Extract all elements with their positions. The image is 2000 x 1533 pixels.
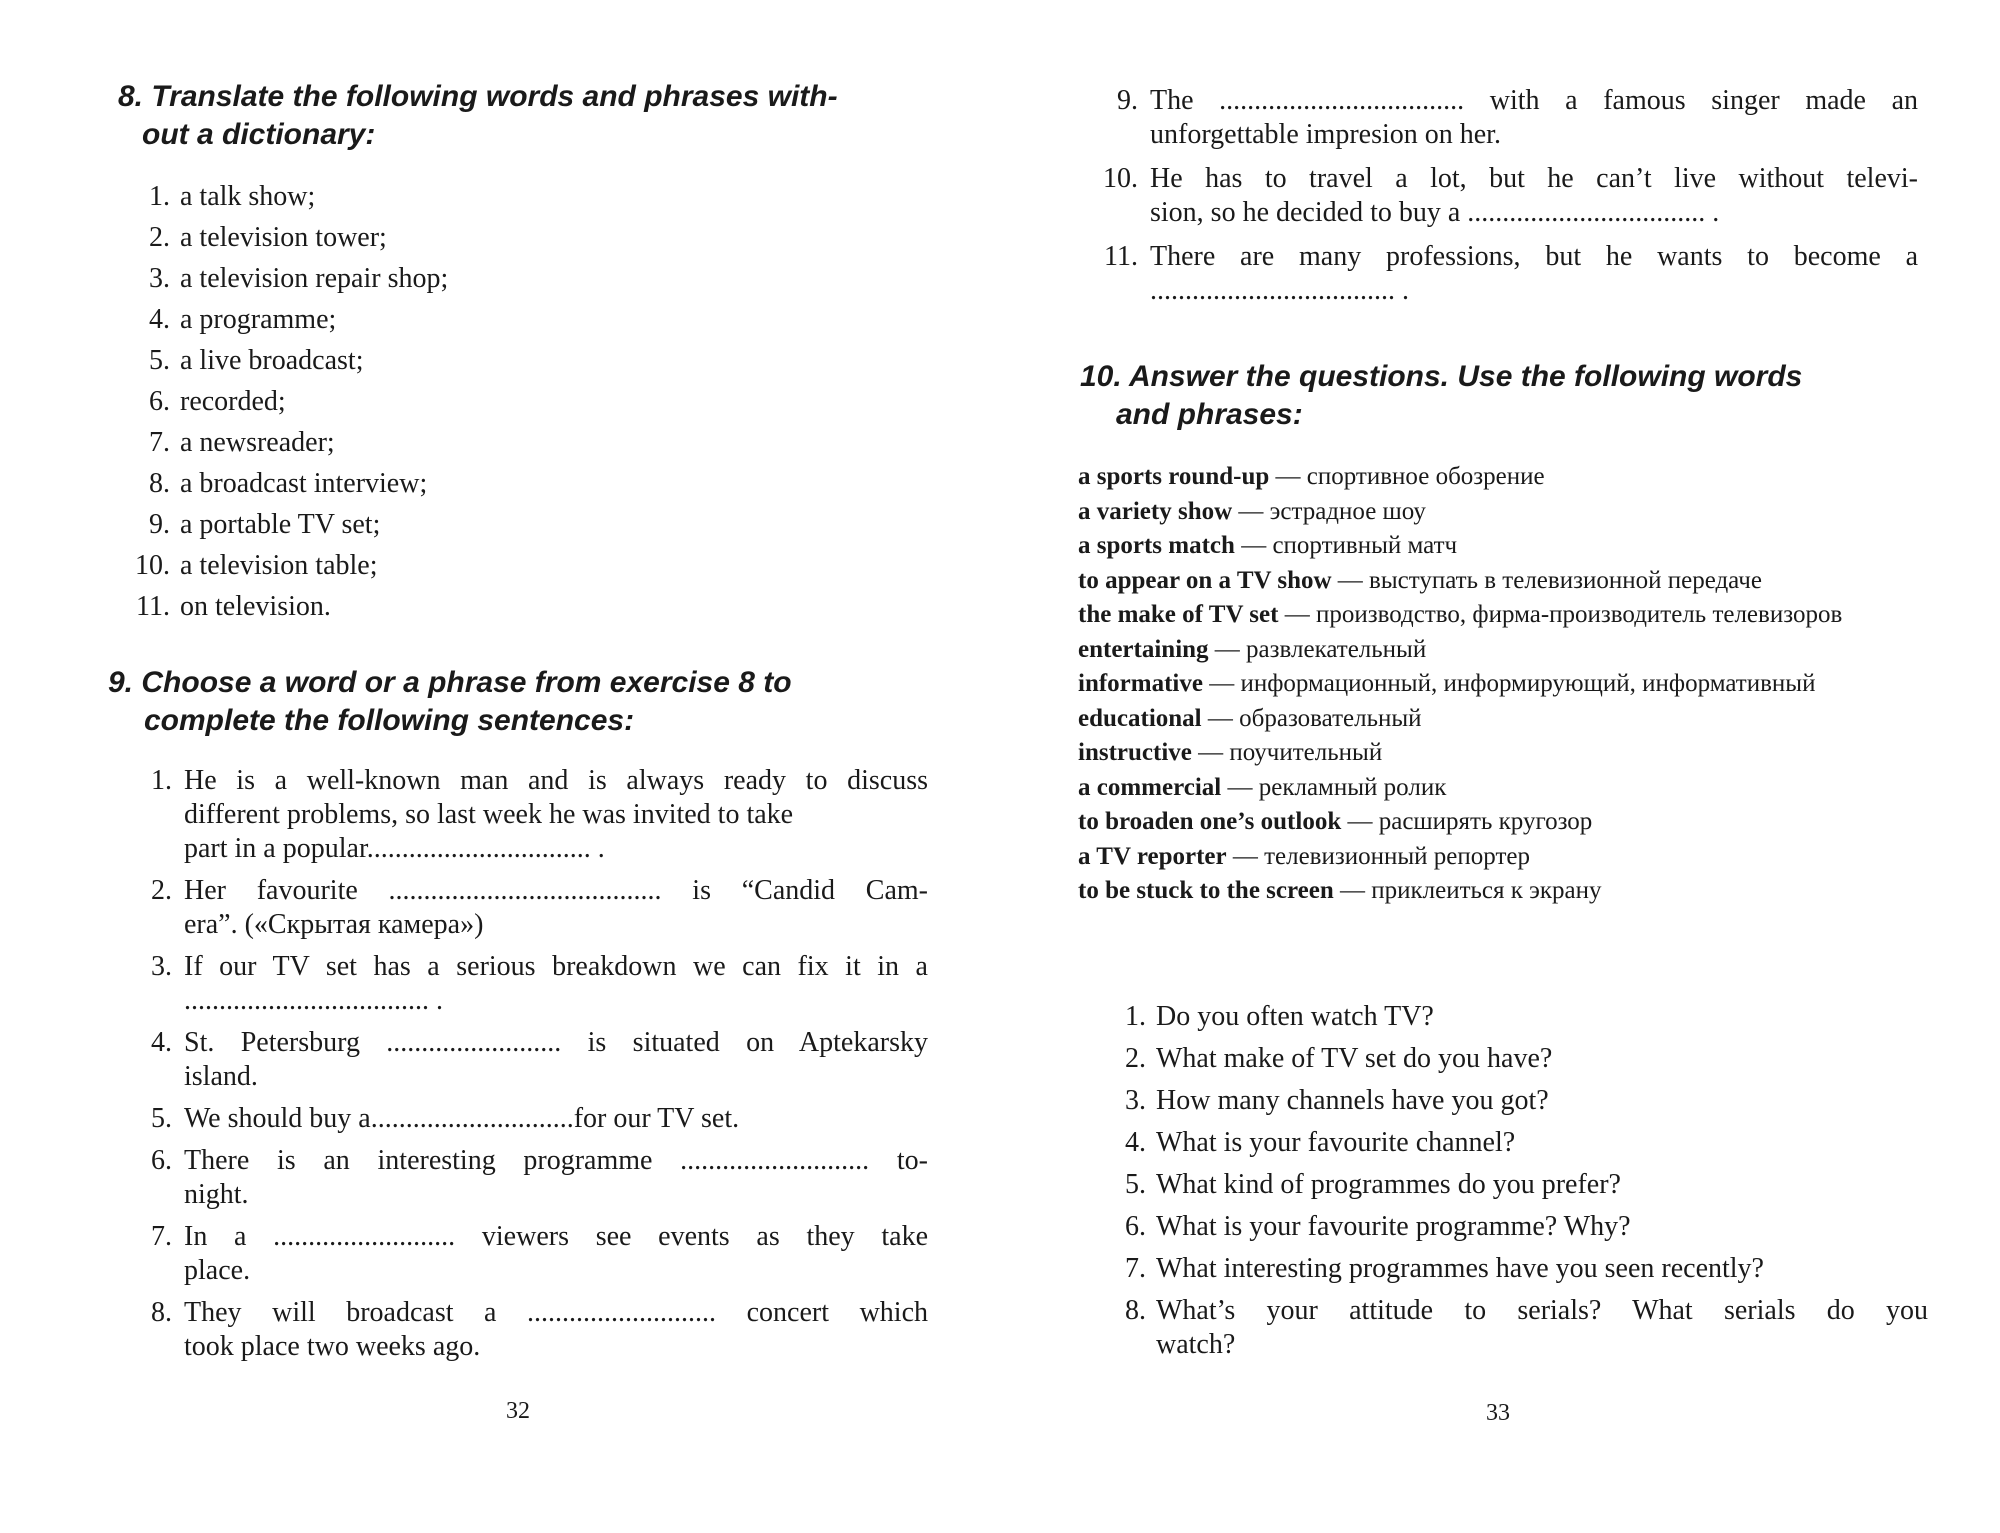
item-text: a live broadcast;	[180, 345, 364, 376]
item-text: night.	[184, 1179, 249, 1210]
list-item	[1098, 240, 1918, 308]
list-item	[128, 545, 828, 586]
list-item	[1108, 1210, 1928, 1244]
exercise-10-number: 10.	[1080, 360, 1122, 393]
vocabulary-term: informative	[1078, 670, 1203, 697]
right-page	[1000, 0, 2000, 1533]
exercise-9-number: 9.	[108, 666, 134, 699]
vocabulary-item	[1078, 495, 1918, 530]
vocabulary-dash: —	[1191, 739, 1230, 766]
item-text: a programme;	[180, 304, 337, 335]
item-text: place.	[184, 1255, 251, 1286]
vocabulary-translation: образовательный	[1239, 704, 1422, 732]
vocabulary-item	[1078, 874, 1918, 909]
vocabulary-dash: —	[1331, 566, 1370, 594]
exercise-10-heading	[1080, 358, 1960, 434]
list-item	[128, 463, 828, 504]
exercise-9-heading	[108, 664, 948, 740]
vocabulary-dash: —	[1202, 670, 1241, 697]
vocabulary-term: educational	[1078, 704, 1202, 732]
list-item	[128, 1220, 928, 1288]
list-item	[128, 340, 828, 381]
list-item	[1108, 1042, 1928, 1076]
vocabulary-term: a variety show	[1078, 497, 1233, 525]
item-text: on television.	[180, 591, 331, 622]
exercise-9-continued-list	[1098, 84, 1918, 308]
vocabulary-translation: спортивный матч	[1272, 532, 1458, 559]
vocabulary-term: to appear on a TV show	[1078, 566, 1332, 594]
item-number: 1.	[149, 181, 170, 212]
vocabulary-term: to be stuck to the screen	[1078, 877, 1334, 904]
item-text: part in a popular................................ .	[184, 833, 605, 864]
item-number: 10.	[1103, 163, 1138, 194]
vocabulary-dash: —	[1341, 808, 1379, 835]
vocabulary-translation: рекламный ролик	[1258, 773, 1447, 801]
vocabulary-term: a commercial	[1078, 773, 1222, 801]
vocabulary-dash: —	[1226, 842, 1265, 870]
page-number-left: 32	[506, 1398, 530, 1424]
vocabulary-item	[1078, 736, 1918, 771]
vocabulary-dash: —	[1278, 601, 1316, 628]
vocabulary-dash: —	[1232, 497, 1270, 525]
item-number: 7.	[1125, 1253, 1146, 1284]
vocabulary-dash: —	[1208, 635, 1247, 663]
item-text: What interesting programmes have you seen recently?	[1156, 1253, 1764, 1284]
list-item	[128, 950, 928, 1018]
list-item	[1108, 1294, 1928, 1362]
item-text: He is a well-known man and is always ready to discuss	[184, 765, 928, 796]
list-item	[1098, 162, 1918, 230]
item-text: There are many professions, but he wants to become a	[1150, 241, 1918, 272]
item-number: 5.	[1125, 1169, 1146, 1200]
item-text: a talk show;	[180, 181, 316, 212]
item-text: a broadcast interview;	[180, 468, 428, 499]
vocabulary-translation: приклеиться к экрану	[1371, 877, 1602, 904]
item-text: a newsreader;	[180, 427, 335, 458]
item-number: 3.	[1125, 1085, 1146, 1116]
vocabulary-item	[1078, 702, 1918, 737]
item-number: 4.	[149, 304, 170, 335]
item-text: Her favourite ....................................... is “Candid Cam-	[184, 875, 928, 906]
vocabulary-dash: —	[1333, 877, 1372, 904]
list-item	[1108, 1000, 1928, 1034]
item-text: What kind of programmes do you prefer?	[1156, 1169, 1621, 1200]
list-item	[128, 764, 928, 866]
item-text: The ................................... with a famous singer made an	[1150, 85, 1918, 116]
item-number: 6.	[1125, 1211, 1146, 1242]
item-text: What make of TV set do you have?	[1156, 1043, 1553, 1074]
item-text: a television table;	[180, 550, 378, 581]
item-text: He has to travel a lot, but he can’t live without televi-	[1150, 163, 1918, 194]
vocabulary-item	[1078, 805, 1918, 840]
vocabulary-dash: —	[1234, 532, 1273, 559]
item-number: 4.	[151, 1027, 172, 1058]
list-item	[128, 1026, 928, 1094]
item-number: 8.	[1125, 1295, 1146, 1326]
item-text: How many channels have you got?	[1156, 1085, 1549, 1116]
item-number: 7.	[151, 1221, 172, 1252]
vocabulary-item	[1078, 667, 1918, 702]
item-text: island.	[184, 1061, 258, 1092]
item-number: 10.	[135, 550, 170, 581]
exercise-9-list	[128, 764, 928, 1364]
item-text: We should buy a.............................for our TV set.	[184, 1103, 740, 1134]
page-number-right: 33	[1486, 1400, 1510, 1426]
exercise-8-title-line2: out a dictionary:	[142, 118, 376, 151]
list-item	[128, 258, 828, 299]
vocabulary-term: instructive	[1078, 739, 1192, 766]
item-number: 9.	[149, 509, 170, 540]
item-text: What is your favourite channel?	[1156, 1127, 1516, 1158]
vocabulary-term: entertaining	[1078, 635, 1209, 663]
exercise-10-title-line2: and phrases:	[1116, 398, 1303, 431]
item-number: 11.	[1104, 241, 1138, 272]
vocabulary-dash: —	[1221, 773, 1259, 801]
vocabulary-translation: спортивное обозрение	[1306, 463, 1545, 490]
item-number: 3.	[149, 263, 170, 294]
list-item	[1098, 84, 1918, 152]
exercise-10-title-line1: Answer the questions. Use the following words	[1128, 360, 1803, 393]
vocabulary-translation: развлекательный	[1246, 635, 1427, 663]
list-item	[1108, 1168, 1928, 1202]
vocabulary-item	[1078, 460, 1918, 495]
list-item	[128, 1144, 928, 1212]
vocabulary-item	[1078, 529, 1918, 564]
vocabulary-translation: производство, фирма-производитель телевизоров	[1315, 601, 1843, 628]
vocabulary-item	[1078, 633, 1918, 668]
list-item	[128, 504, 828, 545]
item-number: 9.	[1117, 85, 1138, 116]
item-text: recorded;	[180, 386, 286, 417]
list-item	[128, 874, 928, 942]
item-number: 2.	[151, 875, 172, 906]
item-text: era”. («Скрытая камера»)	[184, 909, 484, 940]
item-number: 6.	[151, 1145, 172, 1176]
item-text: a television repair shop;	[180, 263, 449, 294]
item-text: sion, so he decided to buy a .................................. .	[1150, 197, 1720, 228]
item-number: 5.	[149, 345, 170, 376]
vocabulary-item	[1078, 771, 1918, 806]
exercise-8-title-line1: Translate the following words and phrases with-	[151, 80, 838, 113]
list-item	[128, 176, 828, 217]
vocabulary-item	[1078, 598, 1918, 633]
list-item	[1108, 1252, 1928, 1286]
vocabulary-term: the make of TV set	[1078, 601, 1279, 628]
item-number: 3.	[151, 951, 172, 982]
item-number: 7.	[149, 427, 170, 458]
item-text: watch?	[1156, 1329, 1236, 1360]
list-item	[128, 381, 828, 422]
exercise-9-title-line2: complete the following sentences:	[144, 704, 635, 737]
item-number: 6.	[149, 386, 170, 417]
item-text: took place two weeks ago.	[184, 1331, 481, 1362]
vocabulary-item	[1078, 840, 1918, 875]
item-text: ................................... .	[184, 985, 443, 1016]
vocabulary-term: a sports match	[1078, 532, 1235, 559]
vocabulary-translation: выступать в телевизионной передаче	[1369, 566, 1762, 594]
vocabulary-translation: информационный, информирующий, информативный	[1240, 670, 1816, 697]
item-text: Do you often watch TV?	[1156, 1001, 1434, 1032]
exercise-8-number: 8.	[118, 80, 144, 113]
item-text: a portable TV set;	[180, 509, 381, 540]
vocabulary-item	[1078, 564, 1918, 599]
vocabulary-term: a sports round-up	[1078, 463, 1270, 490]
item-number: 2.	[149, 222, 170, 253]
item-text: St. Petersburg ......................... is situated on Aptekarsky	[184, 1027, 928, 1058]
item-text: What is your favourite programme? Why?	[1156, 1211, 1631, 1242]
list-item	[128, 586, 828, 627]
item-text: In a .......................... viewers see events as they take	[184, 1221, 928, 1252]
item-text: If our TV set has a serious breakdown we can fix it in a	[184, 951, 928, 982]
item-text: What’s your attitude to serials? What serials do you	[1156, 1295, 1928, 1326]
vocabulary-list	[1078, 460, 1918, 909]
vocabulary-translation: расширять кругозор	[1378, 808, 1593, 835]
list-item	[128, 1296, 928, 1364]
item-number: 2.	[1125, 1043, 1146, 1074]
item-number: 8.	[149, 468, 170, 499]
item-text: They will broadcast a ........................... concert which	[184, 1297, 928, 1328]
vocabulary-term: a TV reporter	[1078, 842, 1227, 870]
exercise-9-title-line1: Choose a word or a phrase from exercise 8 to	[141, 666, 792, 699]
item-number: 1.	[1125, 1001, 1146, 1032]
item-text: ................................... .	[1150, 275, 1409, 306]
item-number: 1.	[151, 765, 172, 796]
item-text: a television tower;	[180, 222, 387, 253]
list-item	[128, 299, 828, 340]
list-item	[1108, 1126, 1928, 1160]
item-text: different problems, so last week he was invited to take	[184, 799, 794, 830]
exercise-8-list	[128, 176, 828, 627]
exercise-10-questions	[1108, 1000, 1928, 1362]
item-number: 4.	[1125, 1127, 1146, 1158]
list-item	[128, 217, 828, 258]
vocabulary-term: to broaden one’s outlook	[1078, 808, 1342, 835]
item-number: 8.	[151, 1297, 172, 1328]
vocabulary-translation: поучительный	[1229, 739, 1383, 766]
list-item	[128, 422, 828, 463]
vocabulary-translation: эстрадное шоу	[1269, 497, 1426, 525]
item-number: 11.	[136, 591, 170, 622]
item-text: unforgettable impresion on her.	[1150, 119, 1501, 150]
list-item	[128, 1102, 928, 1136]
vocabulary-dash: —	[1201, 704, 1240, 732]
exercise-8-heading	[118, 78, 948, 154]
item-text: There is an interesting programme ........................... to-	[184, 1145, 928, 1176]
vocabulary-translation: телевизионный репортер	[1264, 842, 1530, 870]
vocabulary-dash: —	[1269, 463, 1307, 490]
list-item	[1108, 1084, 1928, 1118]
item-number: 5.	[151, 1103, 172, 1134]
